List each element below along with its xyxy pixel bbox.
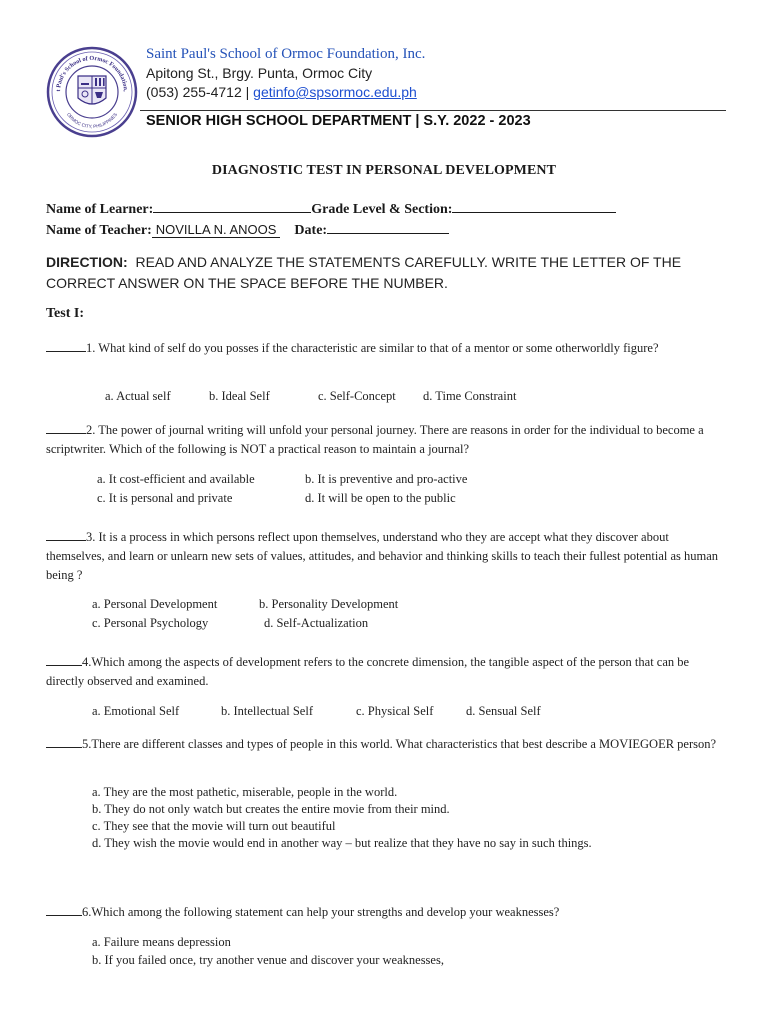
q4-choice-b: b. Intellectual Self <box>221 704 313 718</box>
date-label: Date: <box>294 223 328 238</box>
q1-choice-d: d. Time Constraint <box>423 389 517 403</box>
question-5 <box>46 735 726 754</box>
answer-blank-5[interactable] <box>46 735 82 748</box>
test-section-label: Test I: <box>46 306 84 321</box>
department-heading: SENIOR HIGH SCHOOL DEPARTMENT | S.Y. 2022 - 2023 <box>146 113 531 129</box>
question-4-text: 4.Which among the aspects of development refers to the concrete dimension, the tangible aspect of the person that can be directly observed and examined. <box>46 655 690 688</box>
question-1-text: 1. What kind of self do you posses if the characteristic are similar to that of a mentor or some otherworldly figure? <box>86 341 659 355</box>
question-4 <box>46 653 726 691</box>
q4-choice-d: d. Sensual Self <box>466 704 541 718</box>
question-6-text: 6.Which among the following statement can help your strengths and develop your weaknesses? <box>82 905 560 919</box>
date-blank[interactable] <box>327 219 449 234</box>
grade-section-label: Grade Level & Section: <box>311 202 453 217</box>
q1-choice-c: c. Self-Concept <box>318 389 396 403</box>
q5-choice-c: c. They see that the movie will turn out beautiful <box>92 819 336 833</box>
question-3-text: 3. It is a process in which persons reflect upon themselves, understand who they are accept what they discover about themselves, and learn or unlearn new sets of values, attitudes, and behavior and thinking skills to teach their fullest potential as human being ? <box>46 530 719 582</box>
question-6 <box>46 903 726 922</box>
answer-blank-4[interactable] <box>46 653 82 666</box>
teacher-name-value: NOVILLA N. ANOOS <box>152 222 281 238</box>
question-3 <box>46 528 726 585</box>
header-rule <box>140 110 726 111</box>
direction-label: DIRECTION: <box>46 254 128 270</box>
answer-blank-1[interactable] <box>46 339 86 352</box>
school-seal-logo <box>46 46 138 138</box>
direction-paragraph <box>46 252 730 294</box>
q2-choice-d: d. It will be open to the public <box>305 491 456 505</box>
learner-name-blank[interactable] <box>153 198 311 213</box>
q2-choice-a: a. It cost-efficient and available <box>97 472 255 486</box>
direction-text: READ AND ANALYZE THE STATEMENTS CAREFULLY. WRITE THE LETTER OF THE CORRECT ANSWER ON THE SPACE BEFORE THE NUMBER. <box>46 254 682 291</box>
teacher-label: Name of Teacher: <box>46 223 152 238</box>
seal-bottom-text: ORMOC CITY, PHILIPPINES <box>65 111 119 130</box>
test-title: DIAGNOSTIC TEST IN PERSONAL DEVELOPMENT <box>211 163 557 178</box>
q1-choice-a: a. Actual self <box>105 389 171 403</box>
answer-blank-3[interactable] <box>46 528 86 541</box>
grade-section-blank[interactable] <box>452 198 616 213</box>
q4-choice-a: a. Emotional Self <box>92 704 180 718</box>
q2-choice-b: b. It is preventive and pro-active <box>305 472 468 486</box>
school-address: Apitong St., Brgy. Punta, Ormoc City <box>146 65 373 81</box>
q5-choice-d: d. They wish the movie would end in another way – but realize that they have no say in such things. <box>92 836 592 850</box>
question-2 <box>46 421 726 459</box>
answer-blank-2[interactable] <box>46 421 86 434</box>
teacher-date-line <box>46 219 449 239</box>
q5-choice-b: b. They do not only watch but creates the entire movie from their mind. <box>92 802 450 816</box>
question-2-text: 2. The power of journal writing will unfold your personal journey. There are reasons in order for the individual to become a scriptwriter. Which of the following is NOT a practical reason to maintain a journal? <box>46 423 704 456</box>
q2-choice-c: c. It is personal and private <box>97 491 233 505</box>
learner-grade-line <box>46 198 616 218</box>
school-email-link[interactable]: getinfo@spsormoc.edu.ph <box>253 84 417 100</box>
seal-top-text: t Paul's School of Ormoc Foundation, <box>54 54 130 92</box>
learner-label: Name of Learner: <box>46 202 154 217</box>
q3-choice-d: d. Self-Actualization <box>264 616 369 630</box>
q3-choice-b: b. Personality Development <box>259 597 399 611</box>
q6-choice-a: a. Failure means depression <box>92 935 231 949</box>
school-name: Saint Paul's School of Ormoc Foundation, Inc. <box>146 46 426 62</box>
school-phone: (053) 255-4712 | <box>146 84 250 100</box>
q1-choice-b: b. Ideal Self <box>209 389 270 403</box>
q3-choice-c: c. Personal Psychology <box>92 616 209 630</box>
q6-choice-b: b. If you failed once, try another venue and discover your weaknesses, <box>92 953 444 967</box>
question-1 <box>46 339 726 358</box>
answer-blank-6[interactable] <box>46 903 82 916</box>
question-5-text: 5.There are different classes and types of people in this world. What characteristics that best describe a MOVIEGOER person? <box>82 737 717 751</box>
q4-choice-c: c. Physical Self <box>356 704 434 718</box>
q5-choice-a: a. They are the most pathetic, miserable, people in the world. <box>92 785 398 799</box>
q3-choice-a: a. Personal Development <box>92 597 218 611</box>
school-contact <box>146 84 417 100</box>
